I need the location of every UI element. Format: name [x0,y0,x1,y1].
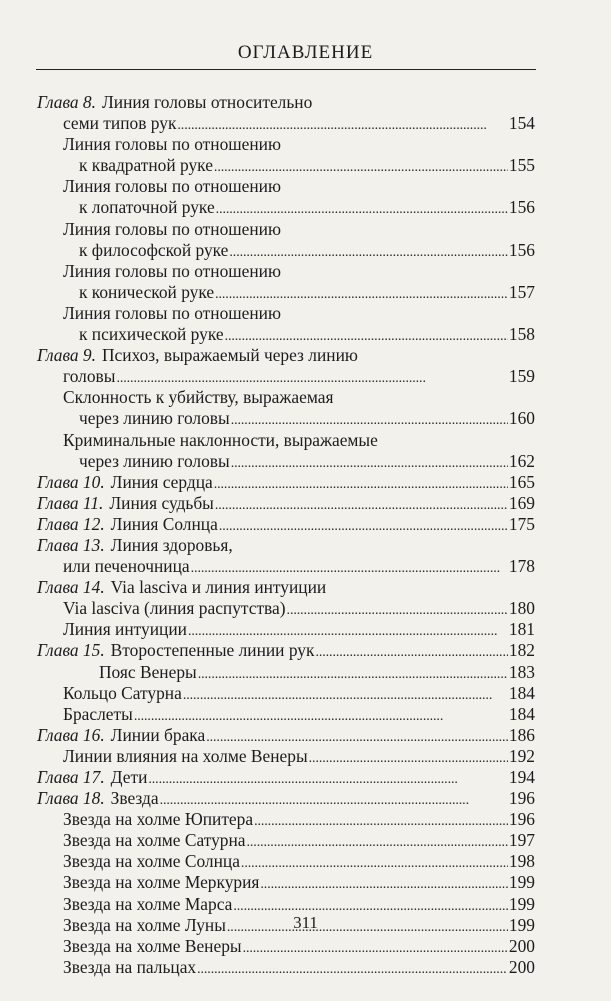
toc-entry [37,282,535,303]
toc-entry-title: Звезда на холме Меркурия [63,872,260,893]
toc-entry [37,936,535,957]
toc-entry [37,197,535,218]
dot-leader [214,472,508,493]
toc-entry-title: Линия головы относительно [101,92,313,112]
toc-entry-title: Линия головы по отношению [63,302,281,323]
toc-chapter-label: Глава 13. [37,534,105,555]
toc-page-number: 165 [508,471,535,492]
toc-page-number: 159 [508,366,535,387]
toc-entry [37,387,535,408]
toc-page-number: 183 [508,661,535,682]
dot-leader [309,746,508,767]
toc-entry [37,662,535,683]
toc-chapter-label: Глава 12. [37,513,105,534]
toc-page-number: 154 [508,113,535,134]
toc-entry-title: Психоз, выражаемый через линию [101,345,358,366]
toc-entry [37,451,535,472]
toc-page-number: 181 [508,619,535,640]
toc-chapter-entry [37,514,535,535]
toc-entry [37,219,535,240]
toc-page-number: 186 [508,724,535,745]
dot-leader [183,683,508,704]
toc-entry [37,240,535,261]
dot-leader [160,788,508,809]
toc-chapter-label: Глава 9. [37,345,96,366]
toc-page-number: 198 [508,851,535,872]
toc-page-number: 169 [508,492,535,513]
dot-leader [198,662,508,683]
toc-page-number: 156 [508,197,535,218]
dot-leader [260,872,508,893]
toc-entry [37,556,535,577]
toc-page-number: 157 [508,281,535,302]
toc-page-number: 180 [508,598,535,619]
dot-leader [191,556,508,577]
toc-entry [37,830,535,851]
toc-page-number: 182 [508,640,535,661]
toc-page-number: 192 [508,745,535,766]
toc-entry-title: Линия интуиции [63,619,187,640]
toc-chapter-label: Глава 14. [37,577,105,598]
toc-entry-title: Линии брака [110,724,206,745]
toc-page-number: 194 [508,767,535,787]
toc-page-number: 196 [508,788,535,809]
dot-leader [231,451,508,472]
toc-entry [37,134,535,155]
toc-entry-title: Звезда на холме Венеры [63,935,242,956]
page-title: ОГЛАВЛЕНИЕ [237,42,374,63]
toc-page-number: 178 [508,556,535,577]
dot-leader [315,640,507,661]
toc-chapter-entry [37,577,535,598]
toc-chapter-label: Глава 17. [37,767,105,787]
dot-leader [231,408,508,429]
toc-entry [37,809,535,830]
dot-leader [148,767,508,788]
toc-chapter-entry [37,767,535,788]
toc-entry-title: к лопаточной руке [79,197,215,218]
dot-leader [188,619,508,640]
toc-entry-title: Via lasciva (линия распутства) [63,598,286,619]
toc-chapter-entry [37,92,535,113]
toc-entry-title: Звезда на холме Юпитера [63,809,254,830]
dot-leader [197,957,508,978]
toc-chapter-entry [37,472,535,493]
toc-chapter-label: Глава 10. [37,471,105,492]
toc-page-number: 162 [508,450,535,471]
dot-leader [215,282,508,303]
dot-leader [229,240,508,261]
toc-chapter-entry [37,788,535,809]
toc-entry [37,155,535,176]
toc-entry-title: к философской руке [79,239,229,260]
dot-leader [241,851,508,872]
toc-chapter-entry [37,725,535,746]
toc-entry [37,746,535,767]
toc-chapter-label: Глава 16. [37,724,105,745]
toc-entry-title: Второстепенные линии рук [110,640,315,661]
toc-entry-title: Звезда на пальцах [63,956,197,977]
toc-page-number: 197 [508,830,535,851]
toc-page-number: 199 [508,872,535,893]
toc-entry [37,598,535,619]
toc-entry [37,366,535,387]
toc-entry-title: Склонность к убийству, выражаемая [63,387,334,408]
toc-page-number: 175 [508,513,535,534]
toc-page-number: 196 [508,809,535,830]
toc-entry [37,324,535,345]
toc-entry [37,704,535,725]
toc-chapter-entry [37,640,535,661]
toc-entry-title: Дети [110,767,148,787]
dot-leader [254,809,508,830]
header-rule [36,69,536,70]
toc-entry-title: Линия головы по отношению [63,134,281,155]
toc-entry-title: Линия Солнца [110,513,218,534]
toc-entry-title: Линия судьбы [109,492,214,513]
toc-entry-title: Линия здоровья, [110,534,233,555]
dot-leader [225,324,508,345]
dot-leader [219,514,508,535]
toc-entry [37,408,535,429]
toc-entry-title: Звезда на холме Сатурна [63,830,246,851]
toc-entry-title: к психической руке [79,324,224,345]
toc-entry-title: Звезда [110,788,159,809]
toc-entry-title: Звезда на холме Солнца [63,851,240,872]
toc-entry [37,894,535,915]
toc-entry-title: Линии влияния на холме Венеры [63,745,308,766]
toc-entry-title: семи типов рук [63,113,177,134]
toc-entry-title: через линию головы [79,408,230,429]
toc-entry [37,176,535,197]
dot-leader [177,113,508,134]
toc-page-number: 184 [508,682,535,703]
toc-entry-title: к квадратной руке [79,155,213,176]
toc-entry-title: к конической руке [79,281,215,302]
toc-entry-title: Линия головы по отношению [63,218,281,239]
dot-leader [134,704,508,725]
toc-entry-title: Криминальные наклонности, выражаемые [63,429,378,450]
dot-leader [216,197,508,218]
toc-entry-title: Via lasciva и линия интуиции [110,577,327,598]
toc-page-number: 200 [508,956,535,977]
toc-entry-title: Звезда на холме Луны [63,914,226,935]
toc-entry [37,619,535,640]
toc-chapter-label: Глава 15. [37,640,105,661]
toc-entry [37,261,535,282]
toc-entry [37,430,535,451]
toc-page-number: 199 [508,893,535,914]
toc-chapter-entry [37,345,535,366]
toc-chapter-entry [37,535,535,556]
toc-page-number: 156 [508,239,535,260]
toc-entry-title: или печеночница [63,556,190,577]
dot-leader [233,894,508,915]
toc-entry-title: головы [63,366,116,387]
toc-page-number: 155 [508,155,535,176]
dot-leader [116,366,507,387]
dot-leader [243,936,508,957]
toc-entry-title: Линия головы по отношению [63,176,281,197]
toc-page-number: 199 [508,914,535,935]
dot-leader [247,830,508,851]
toc-entry [37,957,535,978]
toc-page-number: 200 [508,935,535,956]
dot-leader [214,155,508,176]
toc-chapter-entry [37,493,535,514]
toc-entry-title: Пояс Венеры [99,661,197,682]
toc-chapter-label: Глава 8. [37,92,96,112]
toc-page-number: 158 [508,324,535,345]
toc-page-number: 160 [508,408,535,429]
table-of-contents [37,92,535,978]
toc-entry-title: Кольцо Сатурна [63,682,182,703]
toc-entry-title: Линия головы по отношению [63,260,281,281]
toc-entry [37,872,535,893]
toc-entry [37,113,535,134]
dot-leader [215,493,508,514]
toc-entry [37,303,535,324]
toc-entry-title: Линия сердца [110,471,213,492]
toc-entry-title: Звезда на холме Марса [63,893,233,914]
page-number: 311 [293,913,318,932]
toc-entry [37,851,535,872]
dot-leader [287,598,508,619]
toc-page-number: 184 [508,703,535,724]
toc-entry-title: через линию головы [79,450,230,471]
dot-leader [206,725,508,746]
toc-entry [37,683,535,704]
toc-chapter-label: Глава 11. [37,492,104,513]
toc-entry-title: Браслеты [63,703,133,724]
toc-chapter-label: Глава 18. [37,788,105,809]
